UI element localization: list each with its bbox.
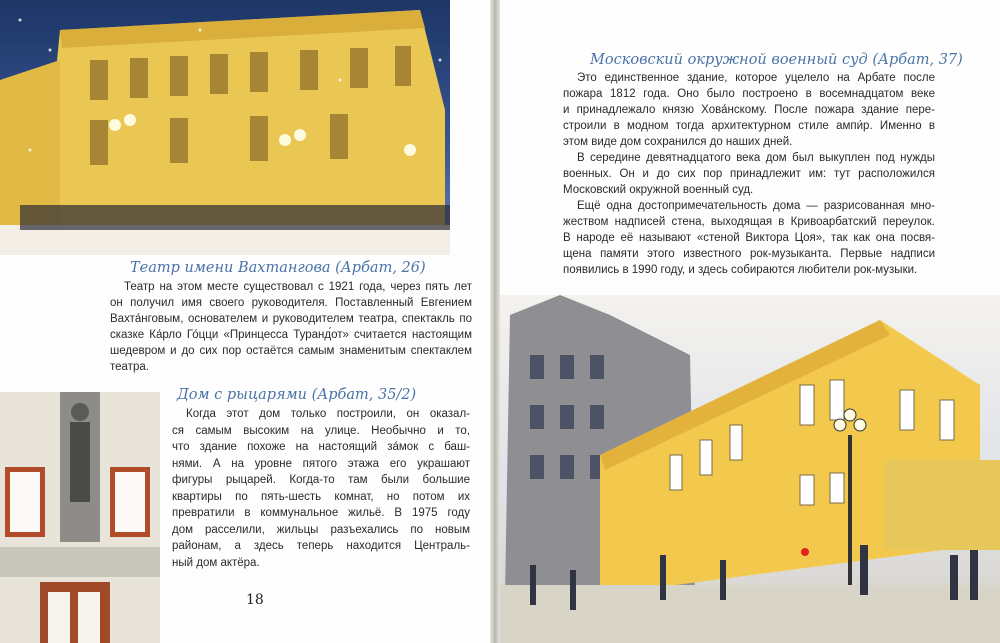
- text-line: и принадлежало князю Хова́нскому. После пожара здание пере-: [563, 104, 935, 116]
- text-line: что здание похоже на настоящий за́мок с баш-: [172, 441, 470, 453]
- text-line: Московский окружной военный суд.: [563, 184, 754, 196]
- house-with-knights-illustration: [0, 392, 160, 643]
- text-line: щена памяти этого известного рок-музыканта. Первые надписи: [563, 248, 935, 260]
- knights-drawing: [0, 392, 160, 643]
- page-number: 18: [246, 592, 264, 608]
- text-line: превратили в коммунальное жильё. В 1975 году: [172, 507, 470, 519]
- text-line: дом расселили, жильцы разъехались по новым: [172, 523, 470, 536]
- theatre-drawing: [0, 0, 450, 255]
- text-line: ный дом актёра.: [172, 556, 260, 569]
- text-line: этом виде дом сохранился до наших дней.: [563, 136, 793, 148]
- text-line: театра.: [110, 361, 149, 373]
- theatre-heading: Театр имени Вахтангова (Арбат, 26): [130, 260, 426, 276]
- text-line: появились в 1990 году, и здесь собираются любители рок-музыки.: [563, 264, 918, 276]
- text-line: шедевром и до сих пор остаётся самым знаменитым спектаклем: [110, 345, 472, 357]
- text-line: жеством надписей стена, выходящая в Кривоарбатский переулок.: [563, 216, 935, 228]
- text-line: нями. А на уровне пятого этажа его украшают: [172, 457, 470, 470]
- vakhtangov-theatre-illustration: [0, 0, 450, 255]
- text-line: Вахта́нговым, основателем и руководителем театра, спектакль по: [110, 313, 472, 325]
- text-line: Ещё одна достопримечательность дома — разрисованная мно-: [577, 200, 935, 212]
- text-line: квартиры по пять-шесть комнат, но потом их: [172, 490, 470, 503]
- text-line: В середине девятнадцатого века дом был выкуплен под нужды: [577, 152, 935, 164]
- text-line: ся самым высоким на улице. Необычно и то,: [172, 424, 470, 437]
- knights-heading: Дом с рыцарями (Арбат, 35/2): [177, 387, 417, 403]
- court-drawing: [500, 295, 1000, 643]
- text-line: строили в модном тогда архитектурном стиле ампи́р. Именно в: [563, 120, 935, 132]
- text-line: Театр на этом месте существовал с 1921 года, через пять лет: [124, 281, 472, 293]
- knights-text: [172, 406, 470, 571]
- text-line: фигуры рыцарей. Когда-то там были большие: [172, 474, 470, 486]
- text-line: В народе её называют «стеной Виктора Цоя», так как она посвя-: [563, 232, 935, 244]
- court-text: [563, 70, 935, 278]
- text-line: Это единственное здание, которое уцелело на Арбате после: [577, 72, 935, 84]
- text-line: он получил имя своего руководителя. Поставленный Евгением: [110, 297, 472, 309]
- text-line: военных. Он и до сих пор принадлежит им: тут расположился: [563, 168, 935, 180]
- text-line: районам, а здесь теперь находится Централь-: [172, 540, 470, 552]
- book-gutter: [490, 0, 500, 643]
- military-court-illustration: [500, 295, 1000, 643]
- text-line: сказке Ка́рло Го́цци «Принцесса Туранд́от» считается настоящим: [110, 329, 472, 341]
- court-heading: Московский окружной военный суд (Арбат, 37): [590, 52, 963, 68]
- text-line: Когда этот дом только построили, он оказал-: [186, 408, 470, 420]
- text-line: пожара 1812 года. Оно было построено в восемнадцатом веке: [563, 88, 935, 100]
- theatre-text: [110, 279, 472, 375]
